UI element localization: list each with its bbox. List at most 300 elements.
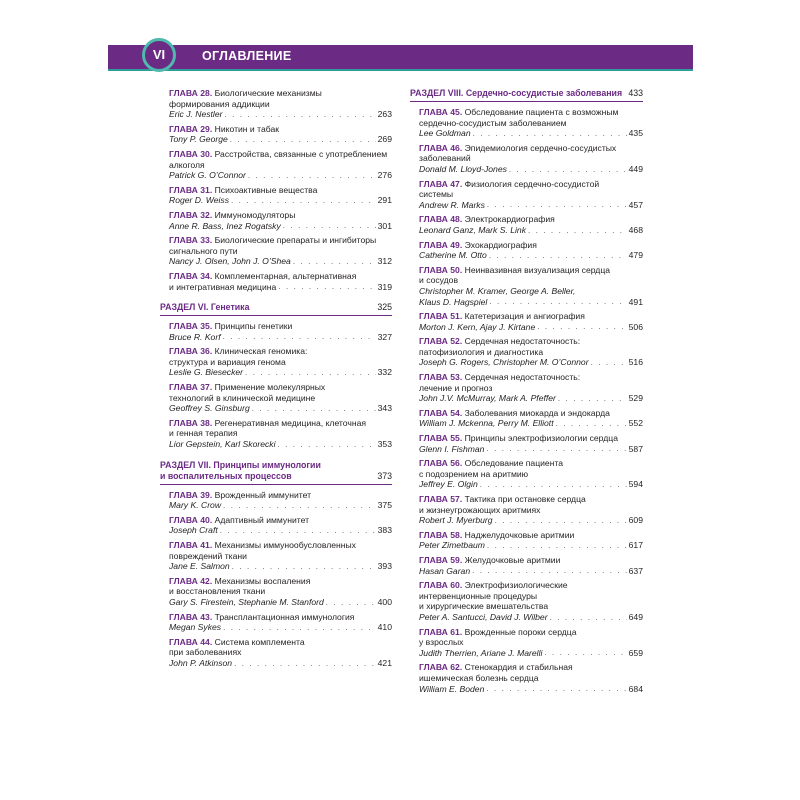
author-line <box>169 525 392 536</box>
toc-entry[interactable] <box>169 576 392 608</box>
chapter-title <box>419 408 643 419</box>
chapter-authors: Megan Sykes <box>169 622 222 633</box>
chapter-title <box>419 311 643 322</box>
title-last-line <box>169 282 392 293</box>
author-line <box>419 297 643 308</box>
chapter-label: ГЛАВА 48. <box>419 214 463 225</box>
chapter-label: ГЛАВА 40. <box>169 514 213 525</box>
chapter-authors: Glenn I. Fishman <box>419 443 485 454</box>
chapter-title-line: Заболевания миокарда и эндокарда <box>464 407 610 418</box>
author-line <box>419 444 643 455</box>
chapter-title <box>419 372 643 393</box>
section-name-line: Принципы иммунологии <box>213 459 321 470</box>
entries-group <box>160 88 392 292</box>
dot-leader <box>489 251 627 261</box>
dot-leader <box>556 419 627 429</box>
author-line <box>419 648 643 659</box>
section-label: РАЗДЕЛ VII. <box>160 459 211 470</box>
chapter-title <box>419 458 643 479</box>
chapter-title-line: Тактика при остановке сердца <box>464 494 586 504</box>
chapter-authors: Leslie G. Biesecker <box>169 367 244 378</box>
toc-entry[interactable] <box>169 540 392 572</box>
chapter-label: ГЛАВА 53. <box>419 372 463 383</box>
page-number: 649 <box>628 611 643 622</box>
dot-leader <box>231 196 376 206</box>
chapter-label: ГЛАВА 42. <box>169 575 213 586</box>
toc-entry[interactable] <box>419 494 643 526</box>
chapter-label: ГЛАВА 32. <box>169 209 213 220</box>
section-vii <box>160 460 392 669</box>
page-number: 383 <box>377 525 392 536</box>
chapter-label: ГЛАВА 31. <box>169 184 213 195</box>
toc-left-column <box>160 88 392 677</box>
section-name-line: и воспалительных процессов <box>160 470 292 481</box>
author-line <box>169 221 392 232</box>
chapter-label: ГЛАВА 56. <box>419 458 463 469</box>
page-number: 393 <box>377 561 392 572</box>
chapter-authors: Roger D. Weiss <box>169 195 230 206</box>
chapter-title-line: и сосудов <box>419 275 459 286</box>
chapter-authors: Anne R. Bass, Inez Rogatsky <box>169 220 281 231</box>
page-number: 479 <box>628 250 643 261</box>
dot-leader <box>223 623 376 633</box>
chapter-label: ГЛАВА 44. <box>169 636 213 647</box>
dot-leader <box>245 368 376 378</box>
chapter-authors: Andrew R. Marks <box>419 199 485 210</box>
chapter-title-line: ишемическая болезнь сердца <box>419 672 539 683</box>
chapter-title-line: Механизмы иммунообусловленных <box>214 540 356 550</box>
chapter-title-line: сердечно-сосудистым заболеванием <box>419 117 567 128</box>
chapter-title <box>169 210 392 221</box>
page-number: 400 <box>377 596 392 607</box>
chapter-title <box>169 612 392 623</box>
chapter-label: ГЛАВА 55. <box>419 433 463 444</box>
chapter-title <box>169 235 392 256</box>
dot-leader <box>480 480 627 490</box>
chapter-title-line: лечение и прогноз <box>419 382 493 393</box>
chapter-title-line: у взрослых <box>419 637 464 648</box>
page-number: 587 <box>628 443 643 454</box>
dot-leader <box>278 282 375 292</box>
chapter-title <box>169 540 392 561</box>
dot-leader <box>223 332 376 342</box>
page-title: ОГЛАВЛЕНИЕ <box>202 49 292 63</box>
chapter-title-line: Система комплемента <box>214 636 305 647</box>
chapter-title <box>419 265 643 297</box>
dot-leader <box>232 562 376 572</box>
page-number: 269 <box>377 134 392 145</box>
chapter-label: ГЛАВА 61. <box>419 626 463 637</box>
chapter-title-line: Никотин и табак <box>214 123 280 134</box>
page-number: 552 <box>628 418 643 429</box>
toc-entry[interactable] <box>419 408 643 429</box>
page-number: 301 <box>377 220 392 231</box>
toc-entry[interactable] <box>169 235 392 267</box>
chapter-title-line: Врожденные пороки сердца <box>464 626 577 637</box>
toc-entry[interactable] <box>169 382 392 414</box>
chapter-authors: Gary S. Firestein, Stephanie M. Stanford <box>169 596 324 607</box>
chapter-title-line: Стенокардия и стабильная <box>464 662 573 673</box>
author-line <box>169 134 392 145</box>
author-line <box>419 479 643 490</box>
author-line <box>419 684 643 695</box>
chapter-authors: Robert J. Myerburg <box>419 515 493 526</box>
section-heading[interactable] <box>160 460 392 484</box>
chapter-title-line: Клиническая геномика: <box>214 346 308 357</box>
page-number: 410 <box>377 622 392 633</box>
toc-entry[interactable] <box>419 530 643 551</box>
toc-entry[interactable] <box>419 580 643 622</box>
page-number: 435 <box>628 128 643 139</box>
chapter-title <box>169 346 392 367</box>
chapter-title-line: Биологические механизмы <box>214 88 322 98</box>
toc-entry[interactable] <box>419 311 643 332</box>
chapter-authors: Catherine M. Otto <box>419 250 487 261</box>
toc-entry[interactable] <box>169 210 392 231</box>
chapter-title <box>169 149 392 170</box>
chapter-title <box>419 179 643 200</box>
chapter-title <box>419 336 643 357</box>
chapter-title-line: Биологические препараты и ингибиторы <box>214 235 377 246</box>
toc-entry[interactable] <box>419 458 643 490</box>
chapter-title-line: формирования аддикции <box>169 98 270 109</box>
chapter-title-line: технологий в клинической медицине <box>169 392 316 403</box>
toc-entry[interactable] <box>169 637 392 669</box>
page-number: 506 <box>628 321 643 332</box>
chapter-authors: Joseph Craft <box>169 525 218 536</box>
toc-entry[interactable] <box>169 612 392 633</box>
chapter-title-line: Электрофизиологические <box>464 580 568 591</box>
toc-entry[interactable] <box>419 179 643 211</box>
chapter-authors: Joseph G. Rogers, Christopher M. O’Connor <box>419 357 589 368</box>
chapter-title-line: и хирургические вмешательства <box>419 601 549 612</box>
author-line <box>169 109 392 120</box>
chapter-title-line: Адаптивный иммунитет <box>214 514 310 525</box>
author-line <box>419 225 643 236</box>
chapter-title-line: системы <box>419 189 454 200</box>
section-divider <box>160 484 392 485</box>
chapter-label: ГЛАВА 47. <box>419 178 463 189</box>
toc-entry[interactable] <box>169 515 392 536</box>
chapter-label: ГЛАВА 34. <box>169 270 213 281</box>
author-line <box>419 164 643 175</box>
chapter-title-line: патофизиология и диагностика <box>419 346 544 357</box>
author-line <box>169 256 392 267</box>
chapter-title-line: заболеваний <box>419 153 471 164</box>
chapter-authors: Bruce R. Korf <box>169 331 221 342</box>
toc-entry[interactable] <box>419 107 643 139</box>
author-line <box>419 393 643 404</box>
author-line <box>169 622 392 633</box>
chapter-title <box>419 627 643 648</box>
page-number: 343 <box>377 403 392 414</box>
page-number: 617 <box>628 540 643 551</box>
chapter-title-line: Врожденный иммунитет <box>214 489 312 500</box>
toc-entry[interactable] <box>419 555 643 576</box>
author-line <box>169 500 392 511</box>
chapter-title <box>169 418 392 439</box>
dot-leader <box>495 516 627 526</box>
chapter-authors: Klaus D. Hagspiel <box>419 296 488 307</box>
toc-entry[interactable] <box>419 372 643 404</box>
chapter-title <box>169 490 392 501</box>
page-number: 319 <box>377 281 392 292</box>
author-line <box>169 195 392 206</box>
chapter-title <box>169 185 392 196</box>
page-number: 529 <box>628 393 643 404</box>
author-line <box>169 403 392 414</box>
chapter-title-line: Регенеративная медицина, клеточная <box>214 417 367 428</box>
toc-entry[interactable] <box>169 321 392 342</box>
section-page: 433 <box>628 88 643 98</box>
chapter-title <box>419 555 643 566</box>
chapter-title-line: Психоактивные вещества <box>214 184 318 195</box>
toc-entry[interactable] <box>419 265 643 307</box>
entries-group <box>160 321 392 450</box>
dot-leader <box>486 684 626 694</box>
section-name: Сердечно-сосудистые заболевания <box>465 88 623 98</box>
chapter-authors: Jeffrey E. Olgin <box>419 479 478 490</box>
chapter-authors: Judith Therrien, Ariane J. Marelli <box>419 647 543 658</box>
author-line <box>169 658 392 669</box>
toc-entry[interactable] <box>169 124 392 145</box>
chapter-title-line: повреждений ткани <box>169 550 247 561</box>
dot-leader <box>283 221 376 231</box>
toc-entry[interactable] <box>169 88 392 120</box>
chapter-authors: Peter Zimetbaum <box>419 540 485 551</box>
author-line <box>419 418 643 429</box>
chapter-title-line: Принципы электрофизиологии сердца <box>464 433 618 444</box>
dot-leader <box>489 297 626 307</box>
chapter-title-line: Электрокардиография <box>464 214 555 225</box>
chapter-title <box>169 515 392 526</box>
page-number: 375 <box>377 500 392 511</box>
entries-group <box>410 107 643 694</box>
chapter-authors: Eric J. Nestler <box>169 109 223 120</box>
chapter-title <box>169 637 392 658</box>
dot-leader <box>487 541 627 551</box>
toc-entry[interactable] <box>169 149 392 181</box>
chapter-label: ГЛАВА 37. <box>169 382 213 393</box>
dot-leader <box>528 226 627 236</box>
toc-entry[interactable] <box>419 240 643 261</box>
section-vi <box>160 302 392 450</box>
chapter-label: ГЛАВА 38. <box>169 417 213 428</box>
chapter-title <box>419 662 643 683</box>
page-number: 312 <box>377 256 392 267</box>
toc-entry[interactable] <box>419 214 643 235</box>
author-line <box>419 250 643 261</box>
chapter-title-line: сигнального пути <box>169 245 238 256</box>
author-line <box>419 200 643 211</box>
section-page: 325 <box>377 302 392 313</box>
chapter-title-line: Принципы генетики <box>214 321 293 332</box>
page-number: 457 <box>628 199 643 210</box>
chapter-authors: Lee Goldman <box>419 128 471 139</box>
chapter-title <box>419 580 643 612</box>
chapter-title <box>169 271 392 282</box>
chapter-authors: Patrick G. O’Connor <box>169 170 246 181</box>
chapter-title-line: Желудочковые аритмии <box>464 554 561 565</box>
section-name: Генетика <box>210 302 250 313</box>
toc-entry[interactable] <box>169 271 392 292</box>
chapter-title-line: Механизмы воспаления <box>214 575 311 586</box>
page-number: 353 <box>377 439 392 450</box>
page-number: 327 <box>377 331 392 342</box>
dot-leader <box>326 598 376 608</box>
header-band <box>108 45 693 71</box>
page-number: 276 <box>377 170 392 181</box>
section-label: РАЗДЕЛ VIII. <box>410 88 464 98</box>
chapter-title-line: Расстройства, связанные с употреблением <box>214 148 388 159</box>
chapter-title-line: структура и вариация генома <box>169 356 286 367</box>
page-number: 637 <box>628 565 643 576</box>
dot-leader <box>293 257 376 267</box>
chapter-label: ГЛАВА 49. <box>419 239 463 250</box>
dot-leader <box>509 165 627 175</box>
toc-entry[interactable] <box>419 627 643 659</box>
chapter-label: ГЛАВА 46. <box>419 142 463 153</box>
chapter-label: ГЛАВА 30. <box>169 148 213 159</box>
dot-leader <box>252 404 376 414</box>
author-line <box>419 322 643 333</box>
page-number: 684 <box>628 683 643 694</box>
author-line <box>419 612 643 623</box>
chapter-title <box>169 321 392 332</box>
author-line <box>169 367 392 378</box>
section-heading[interactable] <box>410 88 643 101</box>
dot-leader <box>550 613 627 623</box>
dot-leader <box>278 440 376 450</box>
dot-leader <box>472 566 627 576</box>
chapter-label: ГЛАВА 59. <box>419 554 463 565</box>
chapter-authors: Hasan Garan <box>419 565 471 576</box>
author-line <box>169 170 392 181</box>
chapter-title <box>419 143 643 164</box>
toc-entry[interactable] <box>169 490 392 511</box>
toc-entry[interactable] <box>169 346 392 378</box>
chapter-title-line: алкоголя <box>169 159 205 170</box>
chapter-title-line: Неинвазивная визуализация сердца <box>464 264 611 275</box>
toc-entry[interactable] <box>419 336 643 368</box>
chapter-title <box>169 124 392 135</box>
dot-leader <box>224 110 375 120</box>
dot-leader <box>223 501 376 511</box>
section-viii <box>410 88 643 694</box>
chapter-label: ГЛАВА 54. <box>419 407 463 418</box>
dot-leader <box>544 648 626 658</box>
page-number: 263 <box>377 109 392 120</box>
chapter-title-line: и интегративная медицина <box>169 281 277 292</box>
chapter-label: ГЛАВА 62. <box>419 662 463 673</box>
dot-leader <box>473 129 627 139</box>
chapter-authors: Lior Gepstein, Karl Skorecki <box>169 439 276 450</box>
chapter-authors: Mary K. Crow <box>169 500 222 511</box>
author-line <box>419 128 643 139</box>
chapter-authors: Morton J. Kern, Ajay J. Kirtane <box>419 321 536 332</box>
author-line <box>419 515 643 526</box>
chapter-title-line: и восстановления ткани <box>169 586 266 597</box>
chapter-authors: William J. Mckenna, Perry M. Elliott <box>419 418 554 429</box>
dot-leader <box>234 659 376 669</box>
chapter-authors: John J.V. McMurray, Mark A. Pfeffer <box>419 393 556 404</box>
page-number: 449 <box>628 163 643 174</box>
chapter-label: ГЛАВА 43. <box>169 611 213 622</box>
page-number-badge: VI <box>142 38 176 72</box>
toc-entry[interactable] <box>169 185 392 206</box>
chapter-authors: John P. Atkinson <box>169 657 233 668</box>
chapter-authors: Donald M. Lloyd-Jones <box>419 163 507 174</box>
chapter-title-line: Катетеризация и ангиография <box>464 311 585 322</box>
section-divider <box>410 101 643 102</box>
chapter-label: ГЛАВА 28. <box>169 88 213 98</box>
chapter-title <box>169 382 392 403</box>
chapter-label: ГЛАВА 60. <box>419 580 463 591</box>
author-line <box>169 332 392 343</box>
chapter-title-line: с подозрением на аритмию <box>419 468 529 479</box>
chapter-label: ГЛАВА 41. <box>169 540 213 550</box>
dot-leader <box>486 444 626 454</box>
chapter-title <box>419 494 643 515</box>
author-line <box>169 597 392 608</box>
page-number: 468 <box>628 224 643 235</box>
page-number: 491 <box>628 296 643 307</box>
toc-right-column <box>410 88 643 702</box>
section-heading[interactable] <box>160 302 392 315</box>
section-divider <box>160 315 392 316</box>
chapter-authors: Tony P. George <box>169 134 228 145</box>
toc-entry[interactable] <box>169 418 392 450</box>
page-number: 659 <box>628 647 643 658</box>
chapter-label: ГЛАВА 29. <box>169 123 213 134</box>
chapter-title <box>419 107 643 128</box>
toc-entry[interactable] <box>419 143 643 175</box>
chapter-title <box>419 433 643 444</box>
chapter-title-line: Иммуномодуляторы <box>214 209 296 220</box>
chapter-title-line: Комплементарная, альтернативная <box>214 270 357 281</box>
page-number: 609 <box>628 515 643 526</box>
chapter-title-line: интервенционные процедуры <box>419 590 538 601</box>
toc-entry[interactable] <box>419 433 643 454</box>
dot-leader <box>487 200 627 210</box>
chapter-label: ГЛАВА 33. <box>169 235 213 246</box>
chapter-authors: Peter A. Santucci, David J. Wilber <box>419 611 548 622</box>
chapter-label: ГЛАВА 57. <box>419 494 463 504</box>
chapter-authors: Christopher M. Kramer, George A. Beller, <box>419 285 576 296</box>
chapter-title-line: Эпидемиология сердечно-сосудистых <box>464 142 617 153</box>
section-label: РАЗДЕЛ VI. <box>160 302 209 313</box>
chapter-title-line: Физиология сердечно-сосудистой <box>464 178 600 189</box>
chapter-authors: Nancy J. Olsen, John J. O’Shea <box>169 256 291 267</box>
page-number: 332 <box>377 367 392 378</box>
chapter-label: ГЛАВА 36. <box>169 346 213 357</box>
chapter-authors: Jane E. Salmon <box>169 561 230 572</box>
chapter-label: ГЛАВА 58. <box>419 529 463 540</box>
chapter-title-line: при заболеваниях <box>169 647 242 658</box>
page-number: 594 <box>628 479 643 490</box>
page-number: 291 <box>377 195 392 206</box>
chapter-title <box>419 214 643 225</box>
dot-leader <box>558 394 627 404</box>
author-line <box>169 439 392 450</box>
section-page: 373 <box>377 470 392 481</box>
toc-entry[interactable] <box>419 662 643 694</box>
chapter-title-line: и жизнеугрожающих аритмиях <box>419 504 541 515</box>
chapter-title <box>169 576 392 597</box>
dot-leader <box>230 135 376 145</box>
dot-leader <box>248 171 376 181</box>
chapter-authors: Geoffrey S. Ginsburg <box>169 403 250 414</box>
